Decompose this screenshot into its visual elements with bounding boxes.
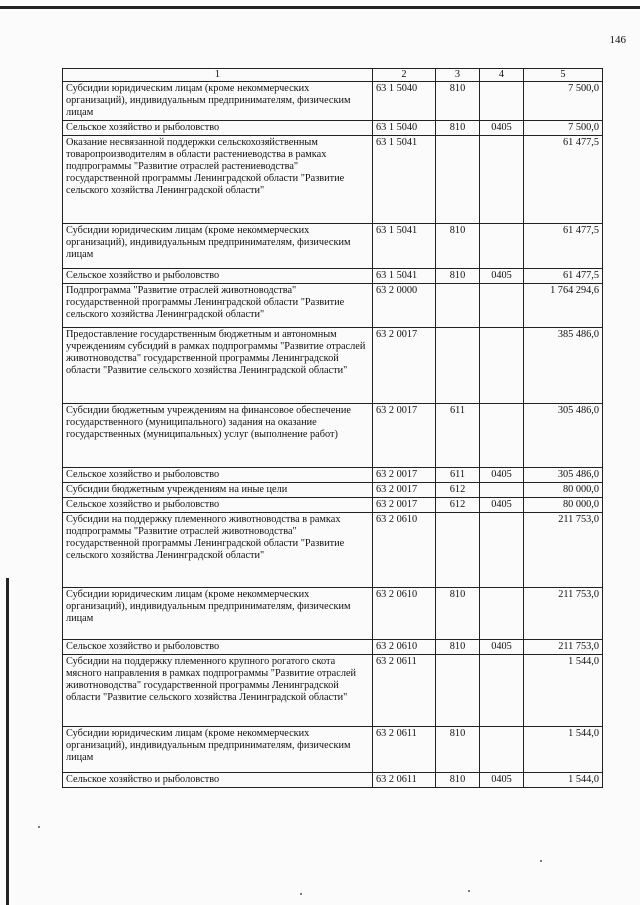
- scan-top-rule: [0, 6, 640, 9]
- scan-speck: [468, 890, 470, 892]
- row-sum: 61 477,5: [524, 224, 603, 269]
- row-code: 63 2 0017: [373, 498, 436, 513]
- budget-table: [62, 68, 603, 788]
- row-rz: [480, 328, 524, 404]
- scan-speck: [38, 826, 40, 828]
- row-sum: 1 764 294,6: [524, 284, 603, 328]
- row-sum: 61 477,5: [524, 269, 603, 284]
- table-row: [63, 655, 603, 727]
- row-rz: 0405: [480, 468, 524, 483]
- row-rz: [480, 136, 524, 224]
- table-row: [63, 588, 603, 640]
- row-code: 63 2 0610: [373, 588, 436, 640]
- row-code: 63 2 0610: [373, 640, 436, 655]
- row-code: 63 1 5040: [373, 121, 436, 136]
- row-name: Сельское хозяйство и рыболовство: [63, 121, 373, 136]
- row-vr: 810: [436, 224, 480, 269]
- row-code: 63 2 0611: [373, 655, 436, 727]
- row-sum: 80 000,0: [524, 483, 603, 498]
- row-vr: 612: [436, 498, 480, 513]
- table-row: [63, 121, 603, 136]
- header-col-2: 2: [373, 69, 436, 82]
- row-name: Субсидии юридическим лицам (кроме некоммерческих организаций), индивидуальным предпринимателям, физическим лицам: [63, 588, 373, 640]
- page-number: 146: [609, 34, 626, 46]
- row-vr: [436, 655, 480, 727]
- row-rz: 0405: [480, 121, 524, 136]
- row-sum: 1 544,0: [524, 773, 603, 788]
- row-rz: [480, 588, 524, 640]
- row-vr: 611: [436, 468, 480, 483]
- row-rz: 0405: [480, 640, 524, 655]
- row-name: Оказание несвязанной поддержки сельскохозяйственным товаропроизводителям в области растениеводства в рамках подпрограммы "Развитие отраслей растениеводства" государственной программы Ленинградской области "Развитие сельского хозяйства Ленинградской области": [63, 136, 373, 224]
- row-vr: 611: [436, 404, 480, 468]
- row-code: 63 1 5041: [373, 269, 436, 284]
- header-col-4: 4: [480, 69, 524, 82]
- table-header-row: [63, 69, 603, 82]
- row-code: 63 1 5040: [373, 82, 436, 121]
- row-vr: 810: [436, 640, 480, 655]
- row-rz: [480, 404, 524, 468]
- row-rz: [480, 82, 524, 121]
- row-name: Субсидии юридическим лицам (кроме некоммерческих организаций), индивидуальным предпринимателям, физическим лицам: [63, 224, 373, 269]
- row-code: 63 2 0017: [373, 483, 436, 498]
- row-rz: [480, 483, 524, 498]
- table-row: [63, 328, 603, 404]
- row-name: Сельское хозяйство и рыболовство: [63, 498, 373, 513]
- row-name: Сельское хозяйство и рыболовство: [63, 640, 373, 655]
- row-name: Сельское хозяйство и рыболовство: [63, 468, 373, 483]
- row-rz: [480, 655, 524, 727]
- row-sum: 1 544,0: [524, 655, 603, 727]
- row-name: Субсидии юридическим лицам (кроме некоммерческих организаций), индивидуальным предпринимателям, физическим лицам: [63, 727, 373, 773]
- row-code: 63 2 0611: [373, 727, 436, 773]
- header-col-5: 5: [524, 69, 603, 82]
- row-vr: 810: [436, 773, 480, 788]
- row-rz: [480, 224, 524, 269]
- row-name: Субсидии на поддержку племенного крупного рогатого скота мясного направления в рамках подпрограммы "Развитие отраслей животноводства" государственной программы Ленинградской области "Развитие сельского хозяйства Ленинградской области": [63, 655, 373, 727]
- row-sum: 61 477,5: [524, 136, 603, 224]
- row-code: 63 2 0017: [373, 404, 436, 468]
- row-sum: 7 500,0: [524, 121, 603, 136]
- header-col-3: 3: [436, 69, 480, 82]
- row-vr: [436, 328, 480, 404]
- row-sum: 7 500,0: [524, 82, 603, 121]
- row-code: 63 2 0610: [373, 513, 436, 588]
- row-sum: 211 753,0: [524, 513, 603, 588]
- row-sum: 305 486,0: [524, 468, 603, 483]
- row-vr: 810: [436, 588, 480, 640]
- header-col-1: 1: [63, 69, 373, 82]
- row-name: Субсидии юридическим лицам (кроме некоммерческих организаций), индивидуальным предпринимателям, физическим лицам: [63, 82, 373, 121]
- row-vr: [436, 284, 480, 328]
- table-row: [63, 404, 603, 468]
- row-rz: [480, 284, 524, 328]
- table-row: [63, 773, 603, 788]
- row-name: Подпрограмма "Развитие отраслей животноводства" государственной программы Ленинградской области "Развитие сельского хозяйства Ленинградской области": [63, 284, 373, 328]
- table-row: [63, 513, 603, 588]
- row-code: 63 1 5041: [373, 136, 436, 224]
- table-row: [63, 284, 603, 328]
- row-sum: 211 753,0: [524, 640, 603, 655]
- row-vr: [436, 513, 480, 588]
- row-rz: 0405: [480, 498, 524, 513]
- row-rz: 0405: [480, 269, 524, 284]
- row-vr: 810: [436, 82, 480, 121]
- row-rz: [480, 727, 524, 773]
- row-code: 63 2 0017: [373, 468, 436, 483]
- row-sum: 80 000,0: [524, 498, 603, 513]
- row-rz: [480, 513, 524, 588]
- row-sum: 385 486,0: [524, 328, 603, 404]
- row-name: Сельское хозяйство и рыболовство: [63, 773, 373, 788]
- row-name: Субсидии на поддержку племенного животноводства в рамках подпрограммы "Развитие отраслей животноводства" государственной программы Ленинградской области "Развитие сельского хозяйства Ленинградской области": [63, 513, 373, 588]
- table-row: [63, 136, 603, 224]
- table-row: [63, 640, 603, 655]
- row-code: 63 2 0611: [373, 773, 436, 788]
- row-name: Субсидии бюджетным учреждениям на иные цели: [63, 483, 373, 498]
- row-code: 63 2 0017: [373, 328, 436, 404]
- table-row: [63, 269, 603, 284]
- row-vr: 810: [436, 121, 480, 136]
- row-sum: 305 486,0: [524, 404, 603, 468]
- row-sum: 211 753,0: [524, 588, 603, 640]
- row-code: 63 2 0000: [373, 284, 436, 328]
- row-name: Субсидии бюджетным учреждениям на финансовое обеспечение государственного (муниципального) задания на оказание государственных (муниципальных) услуг (выполнение работ): [63, 404, 373, 468]
- row-name: Сельское хозяйство и рыболовство: [63, 269, 373, 284]
- table-row: [63, 483, 603, 498]
- table-row: [63, 82, 603, 121]
- row-vr: [436, 136, 480, 224]
- scan-speck: [540, 860, 542, 862]
- row-vr: 612: [436, 483, 480, 498]
- scan-speck: [300, 893, 302, 895]
- table-row: [63, 498, 603, 513]
- table-row: [63, 224, 603, 269]
- table-row: [63, 468, 603, 483]
- row-sum: 1 544,0: [524, 727, 603, 773]
- row-vr: 810: [436, 727, 480, 773]
- row-vr: 810: [436, 269, 480, 284]
- row-rz: 0405: [480, 773, 524, 788]
- table-row: [63, 727, 603, 773]
- row-name: Предоставление государственным бюджетным и автономным учреждениям субсидий в рамках подпрограммы "Развитие отраслей животноводства" государственной программы Ленинградской области "Развитие сельского хозяйства Ленинградской области": [63, 328, 373, 404]
- scan-left-edge: [6, 578, 9, 905]
- row-code: 63 1 5041: [373, 224, 436, 269]
